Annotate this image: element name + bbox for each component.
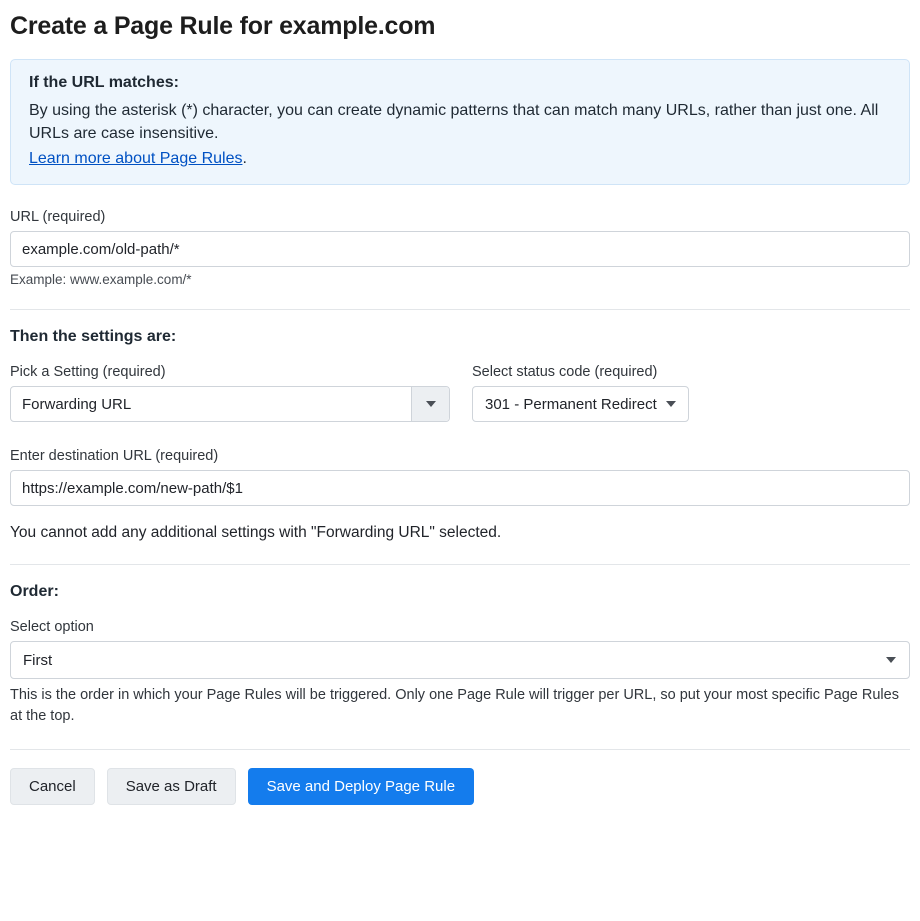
cancel-button[interactable]: Cancel	[10, 768, 95, 805]
status-label: Select status code (required)	[472, 364, 658, 381]
destination-input[interactable]	[10, 470, 910, 506]
chevron-down-icon	[426, 401, 436, 407]
destination-label: Enter destination URL (required)	[10, 448, 219, 465]
url-input[interactable]	[10, 231, 910, 267]
learn-more-link[interactable]: Learn more about Page Rules	[29, 150, 243, 168]
settings-heading: Then the settings are:	[10, 328, 177, 346]
setting-select[interactable]	[10, 386, 450, 422]
action-buttons	[10, 768, 910, 805]
order-label: Select option	[10, 619, 94, 636]
order-helper-text: This is the order in which your Page Rules will be triggered. Only one Page Rule will trigger per URL, so put your most specific Page Rules at the top.	[10, 687, 899, 725]
order-heading: Order:	[10, 583, 59, 601]
status-select-value: 301 - Permanent Redirect	[485, 395, 657, 413]
forwarding-note: You cannot add any additional settings with "Forwarding URL" selected.	[10, 524, 502, 542]
divider-actions	[10, 749, 910, 750]
page-title: Create a Page Rule for example.com	[10, 12, 436, 40]
save-draft-button[interactable]: Save as Draft	[107, 768, 236, 805]
url-helper-text: Example: www.example.com/*	[10, 272, 192, 288]
order-select[interactable]	[10, 641, 910, 679]
chevron-down-icon	[666, 401, 676, 407]
info-body: By using the asterisk (*) character, you can create dynamic patterns that can match many URLs, rather than just one. All URLs are case insensitive.	[29, 102, 879, 143]
status-select[interactable]	[472, 386, 689, 422]
setting-select-value: Forwarding URL	[22, 395, 132, 413]
chevron-down-icon	[886, 657, 896, 663]
setting-label: Pick a Setting (required)	[10, 364, 166, 381]
url-field-label: URL (required)	[10, 209, 106, 226]
divider-order	[10, 564, 910, 565]
setting-column	[10, 364, 450, 422]
order-select-value: First	[23, 651, 53, 669]
setting-select-arrow[interactable]	[411, 387, 449, 421]
info-link-suffix: .	[242, 150, 247, 168]
save-deploy-button[interactable]: Save and Deploy Page Rule	[248, 768, 474, 805]
divider-settings	[10, 309, 910, 310]
info-heading: If the URL matches:	[29, 74, 179, 91]
status-column	[472, 364, 712, 422]
info-link-row	[29, 150, 891, 168]
info-callout	[10, 59, 910, 185]
settings-row	[10, 364, 910, 422]
